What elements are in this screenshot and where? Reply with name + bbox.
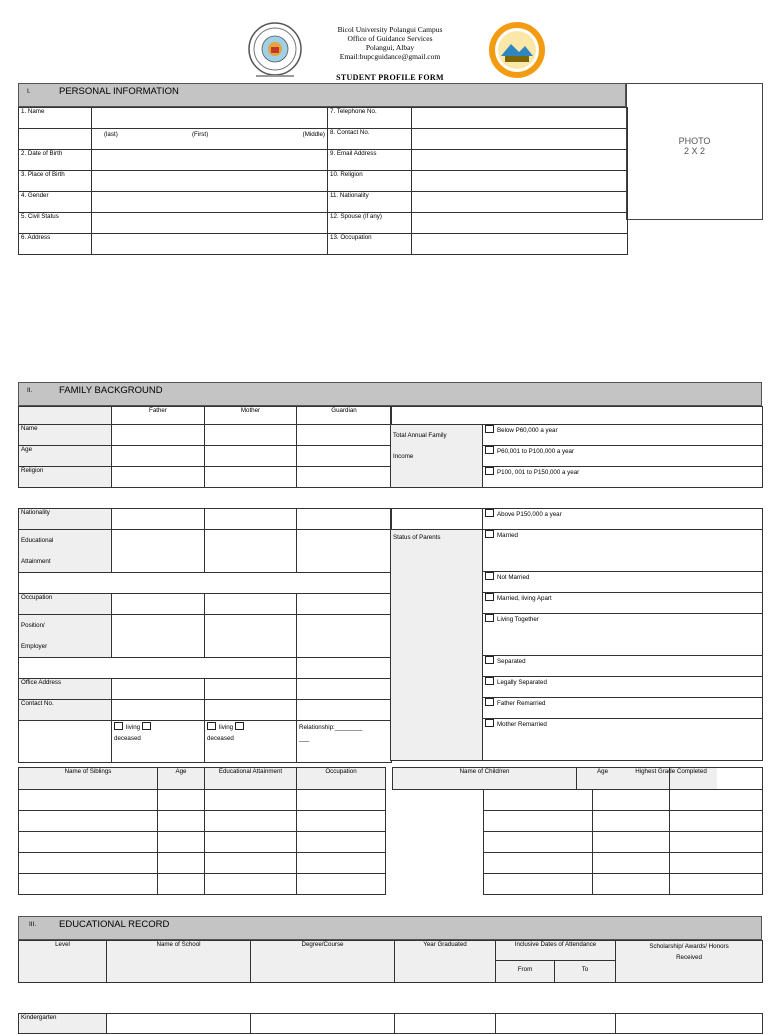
field-telephone-label: 7. Telephone No. [328,108,412,129]
field-address-label: 6. Address [19,234,92,255]
checkbox-icon[interactable] [142,722,151,730]
guardian-name-input[interactable] [297,425,392,446]
child-header-grade: Highest Grade Completed [625,768,718,790]
section-education-header [18,916,762,940]
edu-col-to: To [555,961,616,983]
guardian-blank [297,658,392,679]
section-title: FAMILY BACKGROUND [59,385,163,396]
father-religion-input[interactable] [112,467,205,488]
row-name-label: Name [19,425,112,446]
income-label-line1: Total Annual Family [393,432,447,439]
guardian-nationality-input[interactable] [297,509,392,530]
field-contact-label: 8. Contact No. [328,129,412,150]
siblings-table [18,767,386,895]
row-position-label-line1: Position/ [21,622,45,629]
spacer-row [19,573,392,594]
row-nationality-label: Nationality [19,509,112,530]
edu-col-school: Name of School [107,941,251,983]
edu-col-degree: Degree/Course [251,941,395,983]
checkbox-icon[interactable] [485,467,494,475]
field-spouse-input[interactable] [412,213,628,234]
sib-cell[interactable] [19,790,158,811]
father-office-input[interactable] [112,679,205,700]
col-father: Father [112,407,205,425]
status-option-4-label: Living Together [497,616,539,623]
checkbox-icon[interactable] [485,614,494,622]
checkbox-icon[interactable] [485,509,494,517]
blank-header-cell [19,407,112,425]
guardian-age-input[interactable] [297,446,392,467]
status-label: Status of Parents [391,530,483,761]
header-office: Office of Guidance Services [347,34,433,43]
sib-cell[interactable] [158,790,205,811]
sib-cell[interactable] [297,811,386,832]
field-pob-input[interactable] [92,171,328,192]
field-email-input[interactable] [412,150,628,171]
field-spouse-label: 12. Spouse (if any) [328,213,412,234]
sib-cell[interactable] [19,853,158,874]
father-position-input[interactable] [112,615,205,658]
father-educ-input[interactable] [112,530,205,573]
income-option-1-label: Below P60,000 a year [497,427,558,434]
section-number: II. [27,387,33,394]
mother-religion-input[interactable] [205,467,297,488]
spacer-row [19,658,297,679]
child-cell[interactable] [593,874,670,895]
deceased-label: deceased [207,735,234,742]
row-occupation-label: Occupation [19,594,112,615]
deceased-label: deceased [114,735,141,742]
education-table [18,940,763,983]
field-dob-input[interactable] [92,150,328,171]
photo-placeholder[interactable] [626,83,763,220]
sib-cell[interactable] [19,832,158,853]
status-option-7[interactable] [483,698,763,719]
father-age-input[interactable] [112,446,205,467]
guardian-contact-input[interactable] [297,700,392,721]
father-name-input[interactable] [112,425,205,446]
form-title: STUDENT PROFILE FORM [336,73,444,82]
checkbox-icon[interactable] [485,572,494,580]
status-option-5-label: Separated [497,658,526,665]
field-gender-input[interactable] [92,192,328,213]
guardian-occupation-input[interactable] [297,594,392,615]
edu-col-awards-line2: Received [676,954,702,961]
name-last-caption: (last) [104,131,118,138]
income-label-line2: Income [393,453,414,460]
living-row-blank [19,721,112,763]
status-option-3[interactable] [483,593,763,614]
mother-position-input[interactable] [205,615,297,658]
child-cell[interactable] [670,790,763,811]
guardian-position-input[interactable] [297,615,392,658]
child-cell[interactable] [484,832,593,853]
section-title: PERSONAL INFORMATION [59,86,179,97]
field-occupation-input[interactable] [412,234,628,255]
field-address-input[interactable] [92,234,328,255]
field-dob-label: 2. Date of Birth [19,150,92,171]
child-cell[interactable] [484,874,593,895]
child-spacer [393,832,484,853]
status-top-blank [391,509,483,530]
children-table [392,767,763,895]
father-occupation-input[interactable] [112,594,205,615]
header-university: Bicol University Polangui Campus [337,25,443,34]
edu-row-kinder-label: Kindergarten [19,1014,107,1034]
checkbox-icon[interactable] [485,530,494,538]
sib-cell[interactable] [205,832,297,853]
edu-col-awards [616,941,763,983]
sib-header-name: Name of Siblings [19,768,158,790]
field-civil-status-label: 5. Civil Status [19,213,92,234]
status-option-1[interactable] [483,530,763,572]
status-option-7-label: Father Remarried [497,700,546,707]
field-name-label: 1. Name [19,108,92,129]
section-personal-header [18,83,626,107]
family-income-table [390,406,763,488]
income-option-3-label: P100, 001 to P150,000 a year [497,469,580,476]
mother-office-input[interactable] [205,679,297,700]
edu-col-awards-line1: Scholarship/ Awards/ Honors [649,943,729,950]
name-middle-caption: (Middle) [302,131,325,138]
sib-cell[interactable] [158,811,205,832]
field-gender-label: 4. Gender [19,192,92,213]
child-cell[interactable] [593,790,670,811]
sib-header-occupation: Occupation [297,768,386,790]
field-civil-status-input[interactable] [92,213,328,234]
col-mother: Mother [205,407,297,425]
status-option-2[interactable] [483,572,763,593]
child-cell[interactable] [484,811,593,832]
checkbox-icon[interactable] [485,677,494,685]
field-nationality-label: 11. Nationality [328,192,412,213]
checkbox-icon[interactable] [485,656,494,664]
sib-cell[interactable] [205,874,297,895]
living-label: living [219,724,234,731]
checkbox-icon[interactable] [485,446,494,454]
income-option-4-label: Above P150,000 a year [497,511,562,518]
sib-header-educ: Educational Attainment [205,768,297,790]
guardian-religion-input[interactable] [297,467,392,488]
edu-col-level: Level [19,941,107,983]
personal-info-table [18,107,628,255]
living-label: living [126,724,141,731]
child-cell[interactable] [670,874,763,895]
father-contact-input[interactable] [112,700,205,721]
checkbox-icon[interactable] [485,719,494,727]
field-religion-input[interactable] [412,171,628,192]
status-option-8-label: Mother Remarried [497,721,547,728]
university-seal-logo [246,20,304,80]
row-office-label: Office Address [19,679,112,700]
sib-cell[interactable] [158,853,205,874]
child-cell[interactable] [670,811,763,832]
field-pob-label: 3. Place of Birth [19,171,92,192]
mother-nationality-input[interactable] [205,509,297,530]
sib-cell[interactable] [19,811,158,832]
field-contact-input[interactable] [412,129,628,150]
child-cell[interactable] [670,832,763,853]
income-label [391,425,483,488]
guardian-office-input[interactable] [297,679,392,700]
income-option-1[interactable] [483,425,763,446]
row-age-label: Age [19,446,112,467]
guardian-relationship[interactable] [297,721,392,763]
relationship-line: ___ [299,735,310,742]
father-living-status[interactable] [112,721,205,763]
income-top-blank [391,407,763,425]
checkbox-icon[interactable] [485,593,494,601]
status-option-6-label: Legally Separated [497,679,547,686]
field-religion-label: 10. Religion [328,171,412,192]
sib-cell[interactable] [297,832,386,853]
checkbox-icon[interactable] [207,722,216,730]
name-spacer [19,129,92,150]
child-spacer [393,874,484,895]
checkbox-icon[interactable] [485,698,494,706]
sib-cell[interactable] [19,874,158,895]
sib-cell[interactable] [205,853,297,874]
family-parents-table-bottom [18,508,392,763]
name-subcaptions [92,129,328,150]
child-cell[interactable] [670,853,763,874]
row-educ-label-line2: Attainment [21,558,51,565]
relationship-label: Relationship:________ [299,724,363,731]
income-option-2-label: P60,001 to P100,000 a year [497,448,575,455]
section-title: EDUCATIONAL RECORD [59,919,170,930]
sib-cell[interactable] [205,790,297,811]
child-cell[interactable] [593,832,670,853]
field-nationality-input[interactable] [412,192,628,213]
status-option-8[interactable] [483,719,763,761]
sib-header-age: Age [158,768,205,790]
row-religion-label: Religion [19,467,112,488]
sib-cell[interactable] [297,790,386,811]
child-header-age: Age [577,768,670,790]
header-address: Polangui, Albay [365,43,415,52]
child-spacer [393,790,484,811]
header-text [300,25,480,61]
field-email-label: 9. Email Address [328,150,412,171]
checkbox-icon[interactable] [485,425,494,433]
child-cell[interactable] [593,853,670,874]
father-nationality-input[interactable] [112,509,205,530]
sib-cell[interactable] [205,811,297,832]
sib-cell[interactable] [158,874,205,895]
sib-cell[interactable] [158,832,205,853]
name-first-caption: (First) [192,131,209,138]
mother-age-input[interactable] [205,446,297,467]
section-family-header [18,382,762,406]
mother-name-input[interactable] [205,425,297,446]
status-option-3-label: Married, living Apart [497,595,552,602]
guardian-educ-input[interactable] [297,530,392,573]
section-number: I. [27,88,31,95]
photo-label: PHOTO [678,136,711,146]
status-option-2-label: Not Married [497,574,530,581]
edu-col-year: Year Graduated [395,941,496,983]
guidance-office-logo [487,20,547,80]
child-cell[interactable] [484,853,593,874]
row-contact-label: Contact No. [19,700,112,721]
child-spacer [393,853,484,874]
field-name-input[interactable] [92,108,328,129]
row-position-label [19,615,112,658]
status-option-5[interactable] [483,656,763,677]
header-email: Email:bupcguidance@gmail.com [339,52,441,61]
income-option-4[interactable] [483,509,763,530]
income-option-3[interactable] [483,467,763,488]
status-option-1-label: Married [497,532,518,539]
mother-occupation-input[interactable] [205,594,297,615]
sib-cell[interactable] [297,853,386,874]
status-option-6[interactable] [483,677,763,698]
row-position-label-line2: Employer [21,643,48,650]
edu-col-dates: Inclusive Dates of Attendance [496,941,616,961]
checkbox-icon[interactable] [235,722,244,730]
edu-col-from: From [496,961,555,983]
row-educ-label [19,530,112,573]
field-telephone-input[interactable] [412,108,628,129]
photo-size: 2 X 2 [683,146,705,156]
income-option-2[interactable] [483,446,763,467]
child-cell[interactable] [593,811,670,832]
col-guardian: Guardian [297,407,392,425]
child-spacer [393,811,484,832]
child-header-name: Name of Child/ren [393,768,577,790]
mother-living-status[interactable] [205,721,297,763]
family-status-table [390,508,763,761]
row-educ-label-line1: Educational [21,537,54,544]
field-occupation-label: 13. Occupation [328,234,412,255]
child-cell[interactable] [484,790,593,811]
mother-contact-input[interactable] [205,700,297,721]
section-number: III. [29,921,37,928]
sib-cell[interactable] [297,874,386,895]
checkbox-icon[interactable] [114,722,123,730]
mother-educ-input[interactable] [205,530,297,573]
status-option-4[interactable] [483,614,763,656]
family-parents-table-top [18,406,392,488]
